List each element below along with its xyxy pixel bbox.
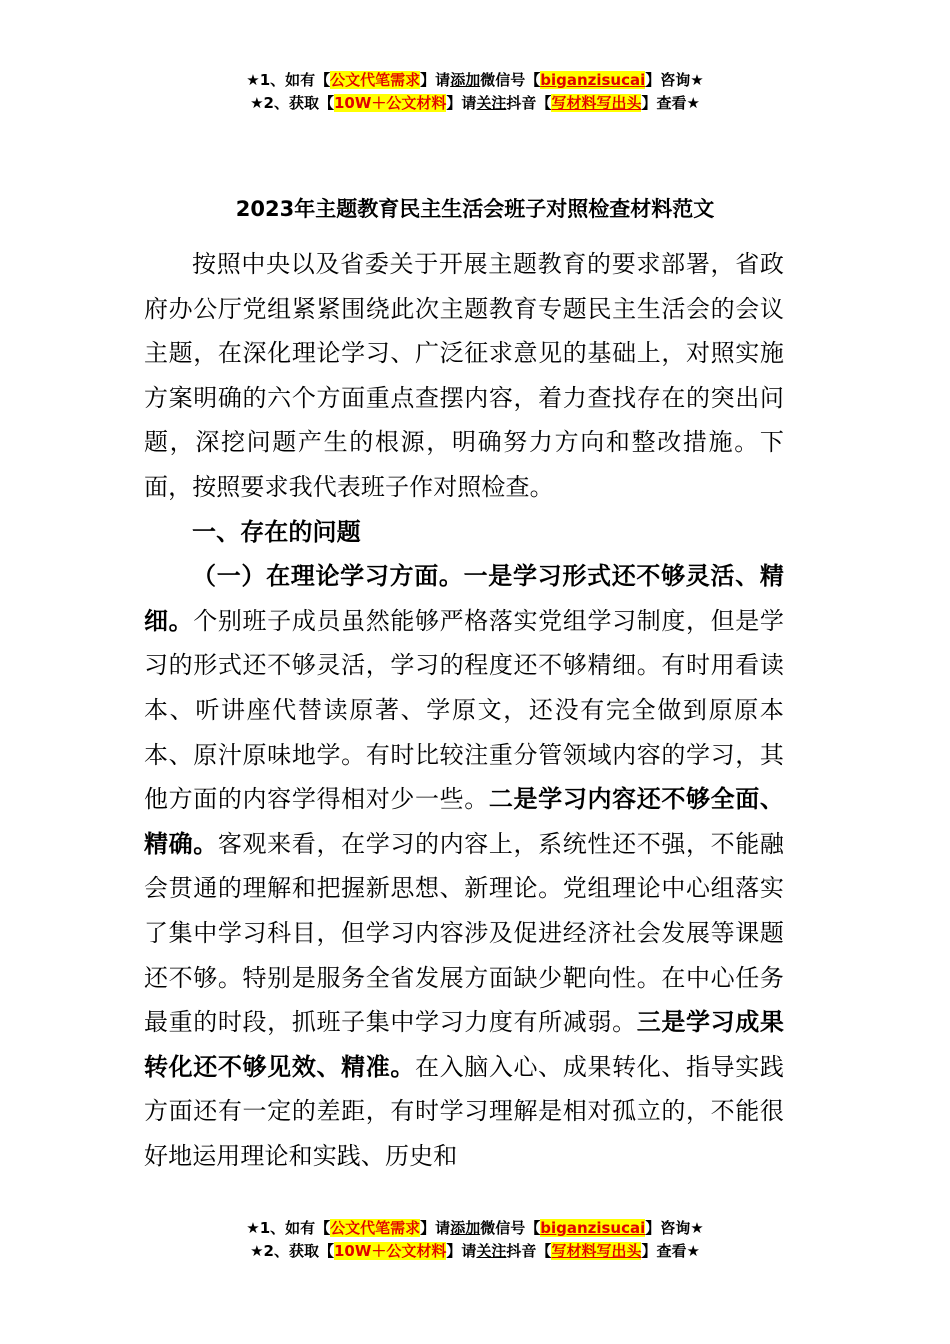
service-highlight: 公文代笔需求 <box>330 71 421 89</box>
intro-paragraph: 按照中央以及省委关于开展主题教育的要求部署，省政府办公厅党组紧紧围绕此次主题教育专题民主生活会的会议主题，在深化理论学习、广泛征求意见的基础上，对照实施方案明确的六个方面重点查摆内容，着力查找存在的突出问题，深挖问题产生的根源，明确努力方向和整改措施。下面，按照要求我代表班子作对照检查。 <box>144 250 784 501</box>
star-icon: ★ <box>250 94 264 112</box>
star-icon: ★ <box>246 71 260 89</box>
add-emphasis: 添加 <box>450 71 481 89</box>
sub-heading: （一）在理论学习方面。 <box>192 562 464 591</box>
add-emphasis: 添加 <box>450 1219 481 1237</box>
point-1-heading: 一是学习形式还不够灵活、精细。 <box>144 562 784 635</box>
point-3-text: 在入脑入心、成果转化、指导实践方面还有一定的差距，有时学习理解是相对孤立的，不能很好地运用理论和实践、历史和 <box>144 1052 784 1170</box>
banner-line-2: ★2、获取【10W＋公文材料】请关注抖音【写材料写出头】查看★ <box>250 1242 700 1260</box>
follow-emphasis: 关注 <box>476 1242 507 1260</box>
point-3-heading: 三是学习成果转化还不够见效、精准。 <box>144 1008 784 1081</box>
wechat-id: biganzisucai <box>540 1219 646 1237</box>
footer-banner <box>0 1217 950 1263</box>
material-highlight: 10W＋公文材料 <box>333 1242 447 1260</box>
document-body <box>144 242 784 1178</box>
point-2-heading: 二是学习内容还不够全面、精确。 <box>144 785 784 858</box>
wechat-id: biganzisucai <box>540 71 646 89</box>
section-heading: 一、存在的问题 <box>192 517 361 546</box>
material-highlight: 10W＋公文材料 <box>333 94 447 112</box>
banner-line-1: ★1、如有【公文代笔需求】请添加微信号【biganzisucai】咨询★ <box>246 1219 704 1237</box>
point-2-text: 客观来看，在学习的内容上，系统性还不强，不能融会贯通的理解和把握新思想、新理论。党组理论中心组落实了集中学习科目，但学习内容涉及促进经济社会发展等课题还不够。特别是服务全省发展方面缺少靶向性。在中心任务最重的时段，抓班子集中学习力度有所减弱。 <box>144 829 784 1037</box>
header-banner <box>0 69 950 115</box>
douyin-id: 写材料写出头 <box>551 94 642 112</box>
service-highlight: 公文代笔需求 <box>330 1219 421 1237</box>
star-icon: ★ <box>250 1242 264 1260</box>
star-icon: ★ <box>246 1219 260 1237</box>
banner-line-2: ★2、获取【10W＋公文材料】请关注抖音【写材料写出头】查看★ <box>250 94 700 112</box>
follow-emphasis: 关注 <box>476 94 507 112</box>
point-1-text: 个别班子成员虽然能够严格落实党组学习制度，但是学习的形式还不够灵活，学习的程度还不够精细。有时用看读本、听讲座代替读原著、学原文，还没有完全做到原原本本、原汁原味地学。有时比较注重分管领域内容的学习，其他方面的内容学得相对少一些。 <box>144 606 784 814</box>
theory-study-paragraph <box>144 554 784 1178</box>
document-title: 2023年主题教育民主生活会班子对照检查材料范文 <box>235 197 715 221</box>
douyin-id: 写材料写出头 <box>551 1242 642 1260</box>
banner-line-1: ★1、如有【公文代笔需求】请添加微信号【biganzisucai】咨询★ <box>246 71 704 89</box>
